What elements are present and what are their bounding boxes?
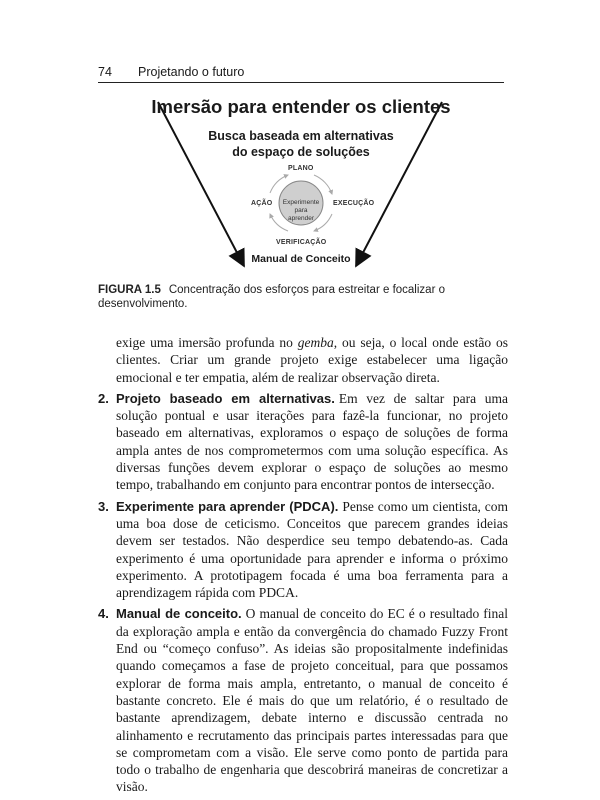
list-item-text: O manual de conceito do EC é o resultado final da exploração ampla e então da convergência do chamado Fuzzy Front End ou “começo confuso”. As ideias são propositalmente indefinidas quando começamos a fase de projeto conceitual, para que possamos explorar de forma mais ampla, entretanto, o manual de conceito é bastante concreto. Ele é mais do que um relatório, é o resultado de bastante aprendizagem, debate interno e discussão centrada no alinhamento e recrutamento das principais partes interessadas para que se comprometam com a visão. Ele serve como ponto de partida para todo o trabalho de engenharia que descobrirá maneiras de concretizar a visão. <box>116 606 509 795</box>
list-item-title: Experimente para aprender (PDCA). <box>116 498 339 514</box>
list-item <box>98 498 508 602</box>
running-title: Projetando o futuro <box>138 65 245 79</box>
cycle-center-line2: para aprender <box>287 207 315 222</box>
figure-title: Imersão para entender os clientes <box>151 96 451 117</box>
list-item-number: 3. <box>98 498 109 514</box>
running-header <box>98 64 504 83</box>
lead-italic-term: gemba <box>297 335 334 350</box>
lead-text-before: exige uma imersão profunda no <box>116 335 298 350</box>
figure-subtitle-line1: Busca baseada em alternativas <box>208 129 394 143</box>
list-item-title: Projeto baseado em alternativas. <box>116 390 335 406</box>
list-item-number: 4. <box>98 606 109 622</box>
page-number: 74 <box>98 65 112 79</box>
cycle-center-label <box>281 199 321 223</box>
figure-funnel-diagram <box>98 90 504 276</box>
cycle-label-verificacao: VERIFICAÇÃO <box>276 239 327 246</box>
figure-bottom-label: Manual de Conceito <box>251 253 351 265</box>
list-item-title: Manual de conceito. <box>116 606 242 622</box>
cycle-center-line1: Experimente <box>282 199 320 206</box>
list-item <box>98 605 508 795</box>
cycle-label-acao: AÇÃO <box>251 200 273 207</box>
lead-text-after: , ou seja, o local onde estão os clientes. Criar um grande projeto exige estabelecer uma ligação emocional e ter empatia, além de realizar observação direta. <box>116 335 508 385</box>
list-item-text: Pense como um cientista, com uma boa dose de ceticismo. Conceitos que parecem grandes ideias devem ser testados. Não desperdice seu tempo debatendo-as. Cada experimento é uma oportunidade para aprender e informa o próximo experimento. A prototipagem focada é uma boa ferramenta para a aprendizagem rápida com PDCA. <box>116 498 508 601</box>
funnel-right-arrow <box>356 102 442 266</box>
list-item <box>98 390 508 494</box>
figure-caption <box>98 283 508 311</box>
cycle-label-plano: PLANO <box>288 165 314 172</box>
figure-subtitle-line2: do espaço de soluções <box>232 145 370 159</box>
list-item-text: Em vez de saltar para uma solução pontual e usar iterações para fazê-la funcionar, no projeto baseado em alternativas, exploramos o espaço de soluções de forma ampla antes de nos comprometermos com uma solução específica. As diversas funções devem explorar o espaço de soluções ao mesmo tempo, trabalhando em conjunto para encontrar pontos de intersecção. <box>116 390 508 493</box>
funnel-left-arrow <box>158 102 244 266</box>
body-text <box>98 334 508 796</box>
cycle-label-execucao: EXECUÇÃO <box>333 200 375 207</box>
caption-text: Concentração dos esforços para estreitar e focalizar o desenvolvimento. <box>98 284 445 310</box>
list-item-number: 2. <box>98 390 109 406</box>
caption-label: FIGURA 1.5 <box>98 284 161 296</box>
lead-paragraph <box>116 334 508 386</box>
